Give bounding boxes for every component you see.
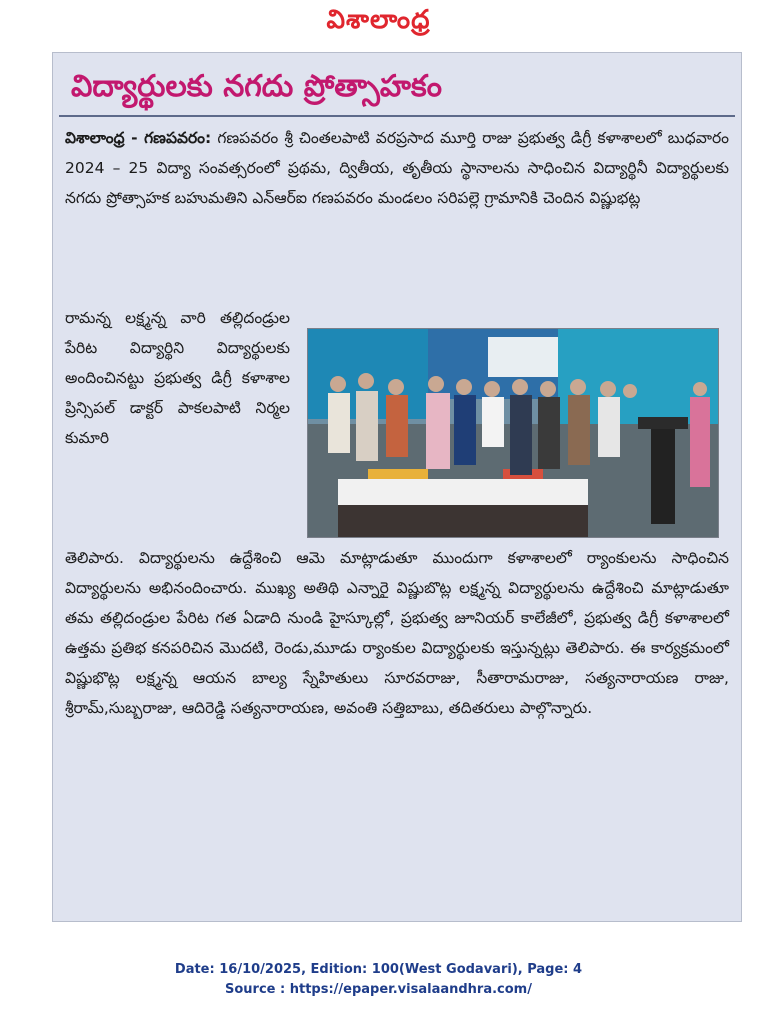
- article-column-text: రామన్న లక్ష్మన్న వారి తల్లిదండ్రుల పేరిట విద్యార్థిని విద్యార్థులకు అందించినట్టు ప్రభుత్వ డిగ్రీ కళాశాల ప్రిన్సిపల్ డాక్టర్ పాకలపాటి నిర్మల కుమారి: [65, 309, 290, 447]
- page-footer: [0, 960, 757, 1000]
- footer-source-link[interactable]: https://epaper.visalaandhra.com/: [289, 982, 532, 997]
- event-photo: [307, 328, 719, 538]
- headline-divider: [59, 115, 735, 117]
- event-photo-illustration: [308, 329, 718, 537]
- article-lead: [65, 123, 729, 213]
- article-body: తెలిపారు. విద్యార్థులను ఉద్దేశించి ఆమె మాట్లాడుతూ ముందుగా కళాశాలలో ర్యాంకులను సాధించిన విద్యార్థులను అభినందించారు. ముఖ్య అతిథి ఎన్నారై విష్ణుబొట్ల లక్ష్మన్న విద్యార్థులను ఉద్దేశించి మాట్లాడుతూ తమ తల్లిదండ్రుల పేరిట గత ఏడాది నుండి హైస్కూల్లో, ప్రభుత్వ జూనియర్ కాలేజీలో, ప్రభుత్వ డిగ్రీ కళాశాలలో ఉత్తమ ప్రతిభ కనపరిచిన మొదటి, రెండు,మూడు ర్యాంకుల విద్యార్థులకు ఇస్తున్నట్లు తెలిపారు. ఈ కార్యక్రమంలో విష్ణుభొట్ల లక్ష్మన్న ఆయన బాల్య స్నేహితులు సూరవరాజు, సీతారామరాజు, సత్యనారాయణ రాజు, శ్రీరామ్,సుబ్బరాజు, ఆదిరెడ్డి సత్యనారాయణ, అవంతి సత్తిబాబు, తదితరులు పాల్గొన్నారు.: [65, 549, 729, 717]
- footer-source-label: Source :: [225, 982, 290, 997]
- masthead-logo: విశాలాంధ్ర: [326, 5, 431, 35]
- article-headline: విద్యార్థులకు నగదు ప్రోత్సాహకం: [71, 69, 442, 104]
- article-dateline: విశాలాంధ్ర - గణపవరం:: [65, 129, 212, 147]
- news-clipping: [52, 52, 742, 922]
- footer-edition-info: Date: 16/10/2025, Edition: 100(West Godavari), Page: 4: [174, 962, 583, 977]
- footer-source: [0, 980, 757, 1000]
- article-lead-text: గణపవరం శ్రీ చింతలపాటి వరప్రసాద మూర్తి రాజు ప్రభుత్వ డిగ్రీ కళాశాలలో బుధవారం 2024 – 25 విద్యా సంవత్సరంలో ప్రథమ, ద్వితీయ, తృతీయ స్థానాలను సాధించిన విద్యార్థినీ విద్యార్థులకు నగదు ప్రోత్సాహక బహుమతిని ఎన్‌ఆర్‌ఐ గణపవరం మండలం సరిపల్లె గ్రామానికి చెందిన విష్ణుభట్ల: [65, 129, 729, 207]
